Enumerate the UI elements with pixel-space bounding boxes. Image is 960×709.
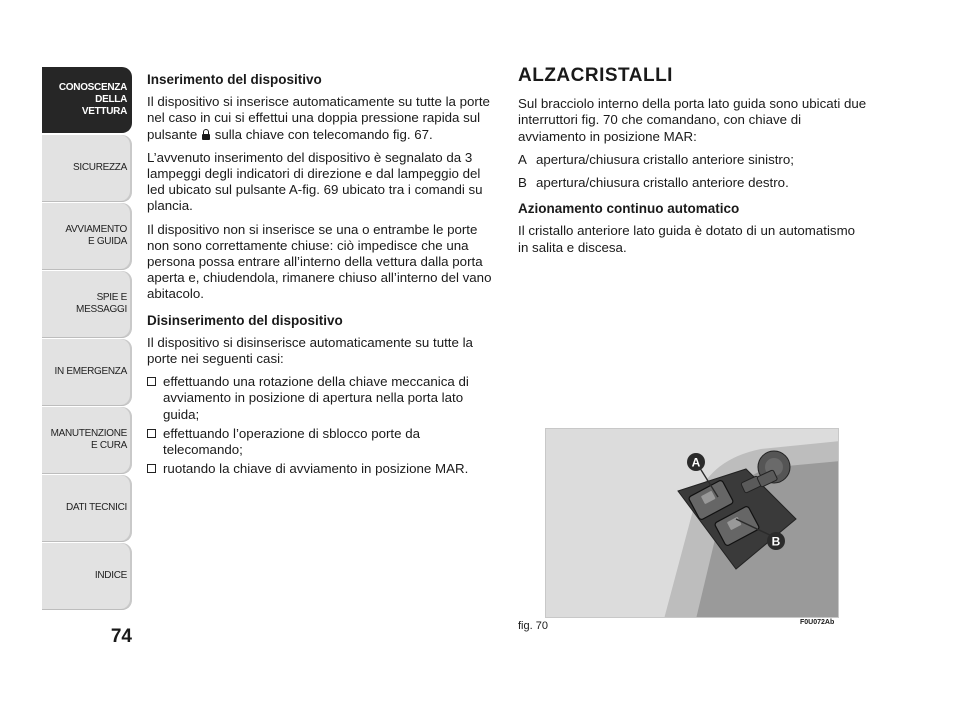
checkbox-bullet-icon	[147, 377, 156, 386]
tab-in-emergenza[interactable]	[42, 339, 132, 405]
list-item	[147, 374, 495, 423]
list-item-text: ruotando la chiave di avviamento in posizione MAR.	[163, 461, 469, 477]
item-text: apertura/chiusura cristallo anteriore destro.	[536, 175, 789, 191]
tab-avviamento-e-guida[interactable]	[42, 203, 132, 269]
figure-window-switches	[545, 428, 839, 618]
tab-label: CONOSCENZA DELLA VETTURA	[58, 82, 127, 117]
tab-label: IN EMERGENZA	[54, 366, 127, 377]
callout-b: B	[771, 534, 781, 549]
tab-label: SICUREZZA	[73, 162, 127, 173]
figure-caption: fig. 70	[518, 620, 548, 632]
heading-inserimento: Inserimento del dispositivo	[147, 72, 322, 87]
tab-spie-e-messaggi[interactable]	[42, 271, 132, 337]
tab-label: INDICE	[94, 570, 127, 581]
callout-a: A	[691, 455, 701, 470]
right-column	[518, 65, 868, 263]
tab-label: AVVIAMENTO E GUIDA	[65, 224, 127, 247]
item-text: apertura/chiusura cristallo anteriore sinistro;	[536, 151, 794, 167]
list-item	[147, 461, 495, 477]
figure-code: F0U072Ab	[800, 619, 835, 626]
paragraph-remove: Il dispositivo si disinserisce automaticamente su tutte la porte nei seguenti casi:	[147, 334, 473, 367]
tab-label: SPIE E MESSAGGI	[76, 292, 127, 315]
checkbox-bullet-icon	[147, 429, 156, 438]
tab-label: MANUTENZIONE E CURA	[50, 428, 127, 451]
tab-indice[interactable]	[42, 543, 132, 609]
tab-label: DATI TECNICI	[65, 502, 127, 513]
list-item-text: effettuando l’operazione di sblocco porte da telecomando;	[163, 425, 421, 458]
section-title: ALZACRISTALLI	[518, 65, 673, 86]
chapter-sidebar	[42, 67, 132, 611]
list-item	[518, 152, 868, 168]
paragraph-intro: Sul bracciolo interno della porta lato guida sono ubicati due interruttori fig. 70 che comandano, con chiave di avviamento in posizione MAR:	[518, 96, 867, 144]
left-column	[147, 72, 495, 480]
item-letter: A	[518, 151, 527, 167]
paragraph-insert-1	[147, 94, 495, 143]
tab-manutenzione-e-cura[interactable]	[42, 407, 132, 473]
heading-azionamento: Azionamento continuo automatico	[518, 201, 740, 217]
paragraph-text: sulla chiave con telecomando fig. 67.	[214, 126, 433, 142]
lock-icon	[202, 129, 210, 140]
list-item-text: effettuando una rotazione della chiave meccanica di avviamento in posizione di apertura nella porta lato guida;	[163, 374, 469, 422]
page-number: 74	[110, 626, 132, 647]
list-item	[518, 175, 868, 191]
tab-sicurezza[interactable]	[42, 135, 132, 201]
paragraph-text: Il dispositivo si inserisce automaticamente su tutte la porte nel caso in cui si effettui una doppia pressione rapida sul pulsante	[147, 94, 490, 142]
window-switch-illustration	[546, 429, 839, 618]
tab-dati-tecnici[interactable]	[42, 475, 132, 541]
paragraph-insert-3: Il dispositivo non si inserisce se una o entrambe le porte non sono correttamente chiuse: ciò impedisce che una persona possa entrare all’interno della vettura dalla porta aperta e, chiudendola, rimanere chiuso all’interno del vano abitacolo.	[147, 221, 492, 302]
item-letter: B	[518, 175, 527, 191]
checkbox-bullet-icon	[147, 464, 156, 473]
paragraph-insert-2: L’avvenuto inserimento del dispositivo è segnalato da 3 lampeggi degli indicatori di direzione e dal lampeggio del led ubicato sul pulsante A-fig. 69 ubicato tra i comandi su plancia.	[147, 149, 483, 214]
tab-conoscenza-della-vettura[interactable]	[42, 67, 132, 133]
heading-disinserimento: Disinserimento del dispositivo	[147, 312, 343, 328]
list-item	[147, 426, 495, 458]
paragraph-auto: Il cristallo anteriore lato guida è dotato di un automatismo in salita e discesa.	[518, 223, 856, 255]
